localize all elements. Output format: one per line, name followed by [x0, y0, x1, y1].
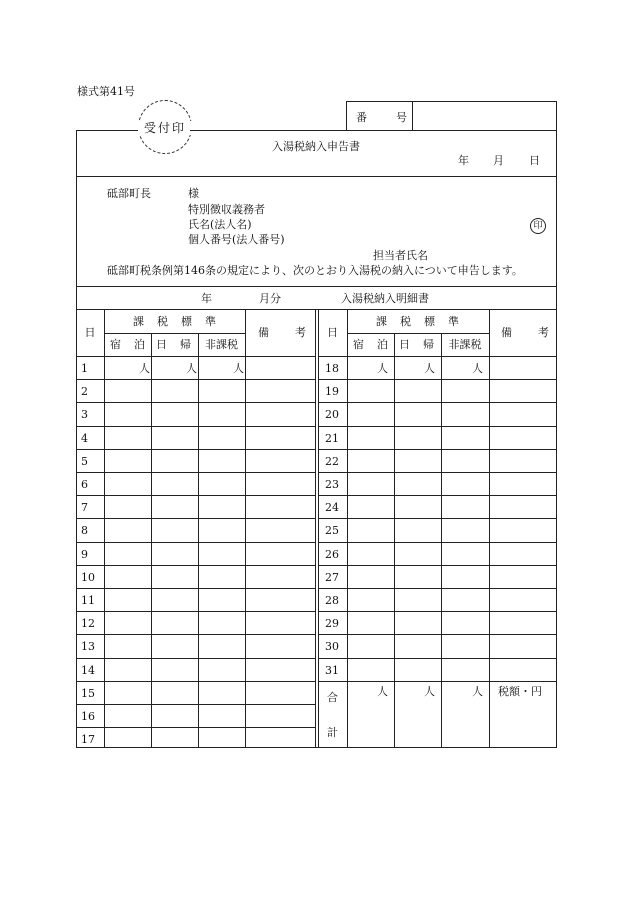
right-row-23-stay[interactable]: [348, 473, 394, 495]
total-unit-daytrip: 人: [424, 685, 435, 698]
left-unit-nontax: 人: [233, 362, 244, 375]
left-remarks-char: 考: [295, 326, 306, 339]
left-row-1-nontax[interactable]: [199, 357, 245, 379]
right-row-25-stay[interactable]: [348, 519, 394, 541]
left-day-number: 14: [81, 663, 95, 677]
left-day-header: 日: [84, 326, 96, 339]
left-row-15-stay[interactable]: [105, 682, 151, 704]
right-remarks-char: 考: [538, 326, 549, 339]
right-row-25-remarks[interactable]: [490, 519, 556, 541]
right-tax-standard-char: 準: [448, 315, 459, 328]
detail-title: 入湯税納入明細書: [341, 292, 429, 305]
left-day-number: 13: [81, 640, 95, 654]
left-row-9-remarks[interactable]: [246, 543, 315, 565]
frame-right: [556, 101, 557, 748]
right-row-23-daytrip[interactable]: [395, 473, 441, 495]
left-row-3-nontax[interactable]: [199, 403, 245, 425]
left-row-3-remarks[interactable]: [246, 403, 315, 425]
declaration-divider: [76, 286, 557, 287]
right-day-number: 31: [325, 663, 339, 677]
right-row-21-remarks[interactable]: [490, 427, 556, 449]
left-row-10-stay[interactable]: [105, 566, 151, 588]
frame-top-right: [190, 130, 557, 131]
addressee: 砥部町長: [107, 187, 151, 200]
left-tax-standard-char: 準: [205, 315, 216, 328]
left-row-1-stay[interactable]: [105, 357, 151, 379]
right-row-21-nontax[interactable]: [442, 427, 489, 449]
right-unit-stay: 人: [377, 362, 388, 375]
total-char-1: 合: [327, 691, 338, 704]
right-day-number: 30: [325, 640, 339, 654]
right-row-19-daytrip[interactable]: [395, 380, 441, 402]
date-year: 年: [458, 154, 469, 167]
personal-number-label: 個人番号(法人番号): [188, 233, 285, 246]
right-row-22-stay[interactable]: [348, 450, 394, 472]
right-row-31-daytrip[interactable]: [395, 659, 441, 681]
right-row-30-daytrip[interactable]: [395, 635, 441, 657]
right-row-26-remarks[interactable]: [490, 543, 556, 565]
right-subheader-line: [347, 333, 489, 334]
left-row-13-stay[interactable]: [105, 635, 151, 657]
left-row-7-nontax[interactable]: [199, 496, 245, 518]
left-tax-standard-char: 税: [157, 315, 168, 328]
right-row-20-remarks[interactable]: [490, 403, 556, 425]
left-day-number: 11: [81, 594, 95, 607]
total-stay[interactable]: [348, 682, 394, 747]
right-row-24-nontax[interactable]: [442, 496, 489, 518]
date-day: 日: [529, 154, 540, 167]
name-label: 氏名(法人名): [188, 218, 252, 231]
right-tax-standard-char: 標: [424, 315, 435, 328]
right-day-number: 23: [325, 478, 339, 491]
total-tax-amount-field[interactable]: [490, 682, 556, 747]
right-row-27-remarks[interactable]: [490, 566, 556, 588]
left-day-number: 5: [81, 454, 88, 468]
left-row-6-nontax[interactable]: [199, 473, 245, 495]
left-row-16-remarks[interactable]: [246, 705, 315, 727]
left-row-11-stay[interactable]: [105, 589, 151, 611]
left-row-6-daytrip[interactable]: [152, 473, 198, 495]
right-row-24-stay[interactable]: [348, 496, 394, 518]
right-row-28-daytrip[interactable]: [395, 589, 441, 611]
left-day-number: 4: [81, 431, 88, 445]
left-day-number: 8: [81, 524, 88, 538]
reception-stamp-label: 受付印: [138, 121, 192, 135]
left-row-2-remarks[interactable]: [246, 380, 315, 402]
right-day-number: 24: [325, 501, 339, 515]
right-row-24-remarks[interactable]: [490, 496, 556, 518]
left-unit-stay: 人: [139, 362, 150, 375]
left-day-number: 16: [81, 710, 95, 723]
right-row-23-remarks[interactable]: [490, 473, 556, 495]
left-row-17-nontax[interactable]: [199, 728, 245, 750]
left-row-10-nontax[interactable]: [199, 566, 245, 588]
left-row-7-stay[interactable]: [105, 496, 151, 518]
right-row-22-nontax[interactable]: [442, 450, 489, 472]
left-row-8-stay[interactable]: [105, 519, 151, 541]
left-row-6-remarks[interactable]: [246, 473, 315, 495]
right-day-number: 20: [325, 408, 339, 422]
right-row-29-daytrip[interactable]: [395, 612, 441, 634]
right-row-22-daytrip[interactable]: [395, 450, 441, 472]
total-nontax[interactable]: [442, 682, 489, 747]
right-daytrip-char: 日: [399, 338, 410, 351]
left-row-9-daytrip[interactable]: [152, 543, 198, 565]
right-row-28-remarks[interactable]: [490, 589, 556, 611]
serial-number-field[interactable]: [413, 102, 556, 129]
left-row-5-stay[interactable]: [105, 450, 151, 472]
left-row-8-nontax[interactable]: [199, 519, 245, 541]
left-row-16-nontax[interactable]: [199, 705, 245, 727]
right-row-27-nontax[interactable]: [442, 566, 489, 588]
right-row-26-stay[interactable]: [348, 543, 394, 565]
right-row-25-nontax[interactable]: [442, 519, 489, 541]
left-tax-standard-char: 課: [133, 315, 144, 328]
center-double-line-a: [315, 309, 316, 747]
right-row-20-daytrip[interactable]: [395, 403, 441, 425]
left-row-5-daytrip[interactable]: [152, 450, 198, 472]
left-row-14-stay[interactable]: [105, 659, 151, 681]
right-row-20-nontax[interactable]: [442, 403, 489, 425]
left-row-16-daytrip[interactable]: [152, 705, 198, 727]
right-row-18-daytrip[interactable]: [395, 357, 441, 379]
left-row-16-stay[interactable]: [105, 705, 151, 727]
left-row-2-nontax[interactable]: [199, 380, 245, 402]
serial-label-go: 号: [396, 111, 407, 124]
left-day-number: 1: [81, 362, 88, 375]
left-row-14-daytrip[interactable]: [152, 659, 198, 681]
left-row-3-daytrip[interactable]: [152, 403, 198, 425]
form-title: 入湯税納入申告書: [272, 140, 360, 153]
honorific: 様: [188, 187, 199, 200]
left-row-14-nontax[interactable]: [199, 659, 245, 681]
left-row-5-remarks[interactable]: [246, 450, 315, 472]
right-row-29-nontax[interactable]: [442, 612, 489, 634]
date-month: 月: [493, 154, 504, 167]
right-stay-char: 宿: [353, 338, 364, 351]
left-row-11-nontax[interactable]: [199, 589, 245, 611]
right-remarks-char: 備: [501, 326, 512, 339]
left-row-13-remarks[interactable]: [246, 635, 315, 657]
right-row-21-stay[interactable]: [348, 427, 394, 449]
title-divider: [76, 176, 557, 177]
serial-label-ban: 番: [356, 111, 367, 124]
left-day-number: 15: [81, 686, 95, 700]
left-row-13-nontax[interactable]: [199, 635, 245, 657]
left-day-number: 10: [81, 570, 95, 584]
left-stay-char: 宿: [110, 338, 121, 351]
right-day-number: 26: [325, 547, 339, 561]
right-row-20-stay[interactable]: [348, 403, 394, 425]
left-row-9-stay[interactable]: [105, 543, 151, 565]
right-tax-standard-char: 税: [400, 315, 411, 328]
left-day-number: 2: [81, 385, 88, 399]
detail-month: 月分: [259, 292, 281, 305]
left-day-number: 12: [81, 617, 95, 631]
left-row-4-remarks[interactable]: [246, 427, 315, 449]
left-row-14-remarks[interactable]: [246, 659, 315, 681]
right-day-number: 27: [325, 570, 339, 584]
left-row-12-nontax[interactable]: [199, 612, 245, 634]
right-row-18-stay[interactable]: [348, 357, 394, 379]
right-row-29-stay[interactable]: [348, 612, 394, 634]
left-row-15-remarks[interactable]: [246, 682, 315, 704]
left-row-1-remarks[interactable]: [246, 357, 315, 379]
total-unit-stay: 人: [377, 685, 388, 698]
left-row-8-remarks[interactable]: [246, 519, 315, 541]
left-row-11-remarks[interactable]: [246, 589, 315, 611]
right-day-number: 22: [325, 454, 339, 468]
right-row-18-nontax[interactable]: [442, 357, 489, 379]
right-non-taxable: 非課税: [448, 338, 482, 351]
right-day-number: 21: [325, 431, 339, 445]
left-row-2-daytrip[interactable]: [152, 380, 198, 402]
left-row-17-stay[interactable]: [105, 728, 151, 750]
left-subheader-line: [104, 333, 245, 334]
right-row-31-stay[interactable]: [348, 659, 394, 681]
right-day-header: 日: [327, 326, 338, 339]
left-row-5-nontax[interactable]: [199, 450, 245, 472]
right-row-19-nontax[interactable]: [442, 380, 489, 402]
right-tax-standard-char: 課: [376, 315, 387, 328]
left-unit-daytrip: 人: [186, 362, 197, 375]
left-row-3-stay[interactable]: [105, 403, 151, 425]
left-row-12-daytrip[interactable]: [152, 612, 198, 634]
left-row-2-stay[interactable]: [105, 380, 151, 402]
right-day-number: 19: [325, 385, 339, 399]
detail-year: 年: [201, 292, 212, 305]
right-row-28-nontax[interactable]: [442, 589, 489, 611]
left-tax-standard-char: 標: [181, 315, 192, 328]
left-remarks-char: 備: [258, 326, 269, 339]
left-row-12-stay[interactable]: [105, 612, 151, 634]
right-day-number: 18: [325, 362, 339, 375]
left-row-1-daytrip[interactable]: [152, 357, 198, 379]
right-row-27-daytrip[interactable]: [395, 566, 441, 588]
left-row-11-daytrip[interactable]: [152, 589, 198, 611]
special-collection-obligor: 特別徴収義務者: [188, 203, 265, 216]
right-row-26-nontax[interactable]: [442, 543, 489, 565]
left-row-15-daytrip[interactable]: [152, 682, 198, 704]
left-row-10-remarks[interactable]: [246, 566, 315, 588]
contact-person-label: 担当者氏名: [373, 249, 428, 262]
detail-divider: [76, 309, 557, 310]
right-row-18-remarks[interactable]: [490, 357, 556, 379]
right-row-31-remarks[interactable]: [490, 659, 556, 681]
right-row-26-daytrip[interactable]: [395, 543, 441, 565]
total-char-2: 計: [327, 726, 338, 739]
left-row-9-nontax[interactable]: [199, 543, 245, 565]
left-day-number: 17: [81, 733, 95, 747]
left-row-17-remarks[interactable]: [246, 728, 315, 750]
right-row-30-nontax[interactable]: [442, 635, 489, 657]
left-stay-char: 泊: [134, 338, 145, 351]
right-row-30-remarks[interactable]: [490, 635, 556, 657]
left-row-10-daytrip[interactable]: [152, 566, 198, 588]
right-row-23-nontax[interactable]: [442, 473, 489, 495]
left-row-15-nontax[interactable]: [199, 682, 245, 704]
left-row-4-nontax[interactable]: [199, 427, 245, 449]
left-day-number: 7: [81, 501, 88, 515]
right-unit-daytrip: 人: [424, 362, 435, 375]
right-row-28-stay[interactable]: [348, 589, 394, 611]
left-row-7-remarks[interactable]: [246, 496, 315, 518]
left-non-taxable: 非課税: [205, 338, 238, 351]
frame-top-left: [76, 130, 138, 131]
right-day-number: 25: [325, 524, 339, 538]
left-row-6-stay[interactable]: [105, 473, 151, 495]
left-row-12-remarks[interactable]: [246, 612, 315, 634]
left-day-number: 9: [81, 547, 88, 561]
right-row-31-nontax[interactable]: [442, 659, 489, 681]
right-row-25-daytrip[interactable]: [395, 519, 441, 541]
right-row-30-stay[interactable]: [348, 635, 394, 657]
left-daytrip-char: 帰: [180, 338, 191, 351]
seal-mark: 印: [530, 218, 546, 234]
total-unit-nontax: 人: [472, 685, 483, 698]
left-row-8-daytrip[interactable]: [152, 519, 198, 541]
right-daytrip-char: 帰: [423, 338, 434, 351]
right-day-number: 29: [325, 617, 339, 631]
left-day-number: 3: [81, 408, 88, 422]
left-row-7-daytrip[interactable]: [152, 496, 198, 518]
right-stay-char: 泊: [377, 338, 388, 351]
left-row-4-stay[interactable]: [105, 427, 151, 449]
total-tax-amount: 税額・円: [498, 685, 542, 698]
frame-left: [76, 130, 77, 748]
right-row-19-remarks[interactable]: [490, 380, 556, 402]
right-day-number: 28: [325, 594, 339, 607]
right-row-29-remarks[interactable]: [490, 612, 556, 634]
left-daytrip-char: 日: [156, 338, 167, 351]
right-row-27-stay[interactable]: [348, 566, 394, 588]
left-day-number: 6: [81, 478, 88, 491]
right-unit-nontax: 人: [472, 362, 483, 375]
total-daytrip[interactable]: [395, 682, 441, 747]
left-row-13-daytrip[interactable]: [152, 635, 198, 657]
right-row-19-stay[interactable]: [348, 380, 394, 402]
right-row-22-remarks[interactable]: [490, 450, 556, 472]
right-row-21-daytrip[interactable]: [395, 427, 441, 449]
left-row-17-daytrip[interactable]: [152, 728, 198, 750]
form-number: 様式第41号: [77, 85, 135, 98]
right-row-24-daytrip[interactable]: [395, 496, 441, 518]
declaration-text: 砥部町税条例第146条の規定により、次のとおり入湯税の納入について申告します。: [107, 264, 523, 277]
left-row-4-daytrip[interactable]: [152, 427, 198, 449]
serial-box-left: [346, 101, 347, 130]
